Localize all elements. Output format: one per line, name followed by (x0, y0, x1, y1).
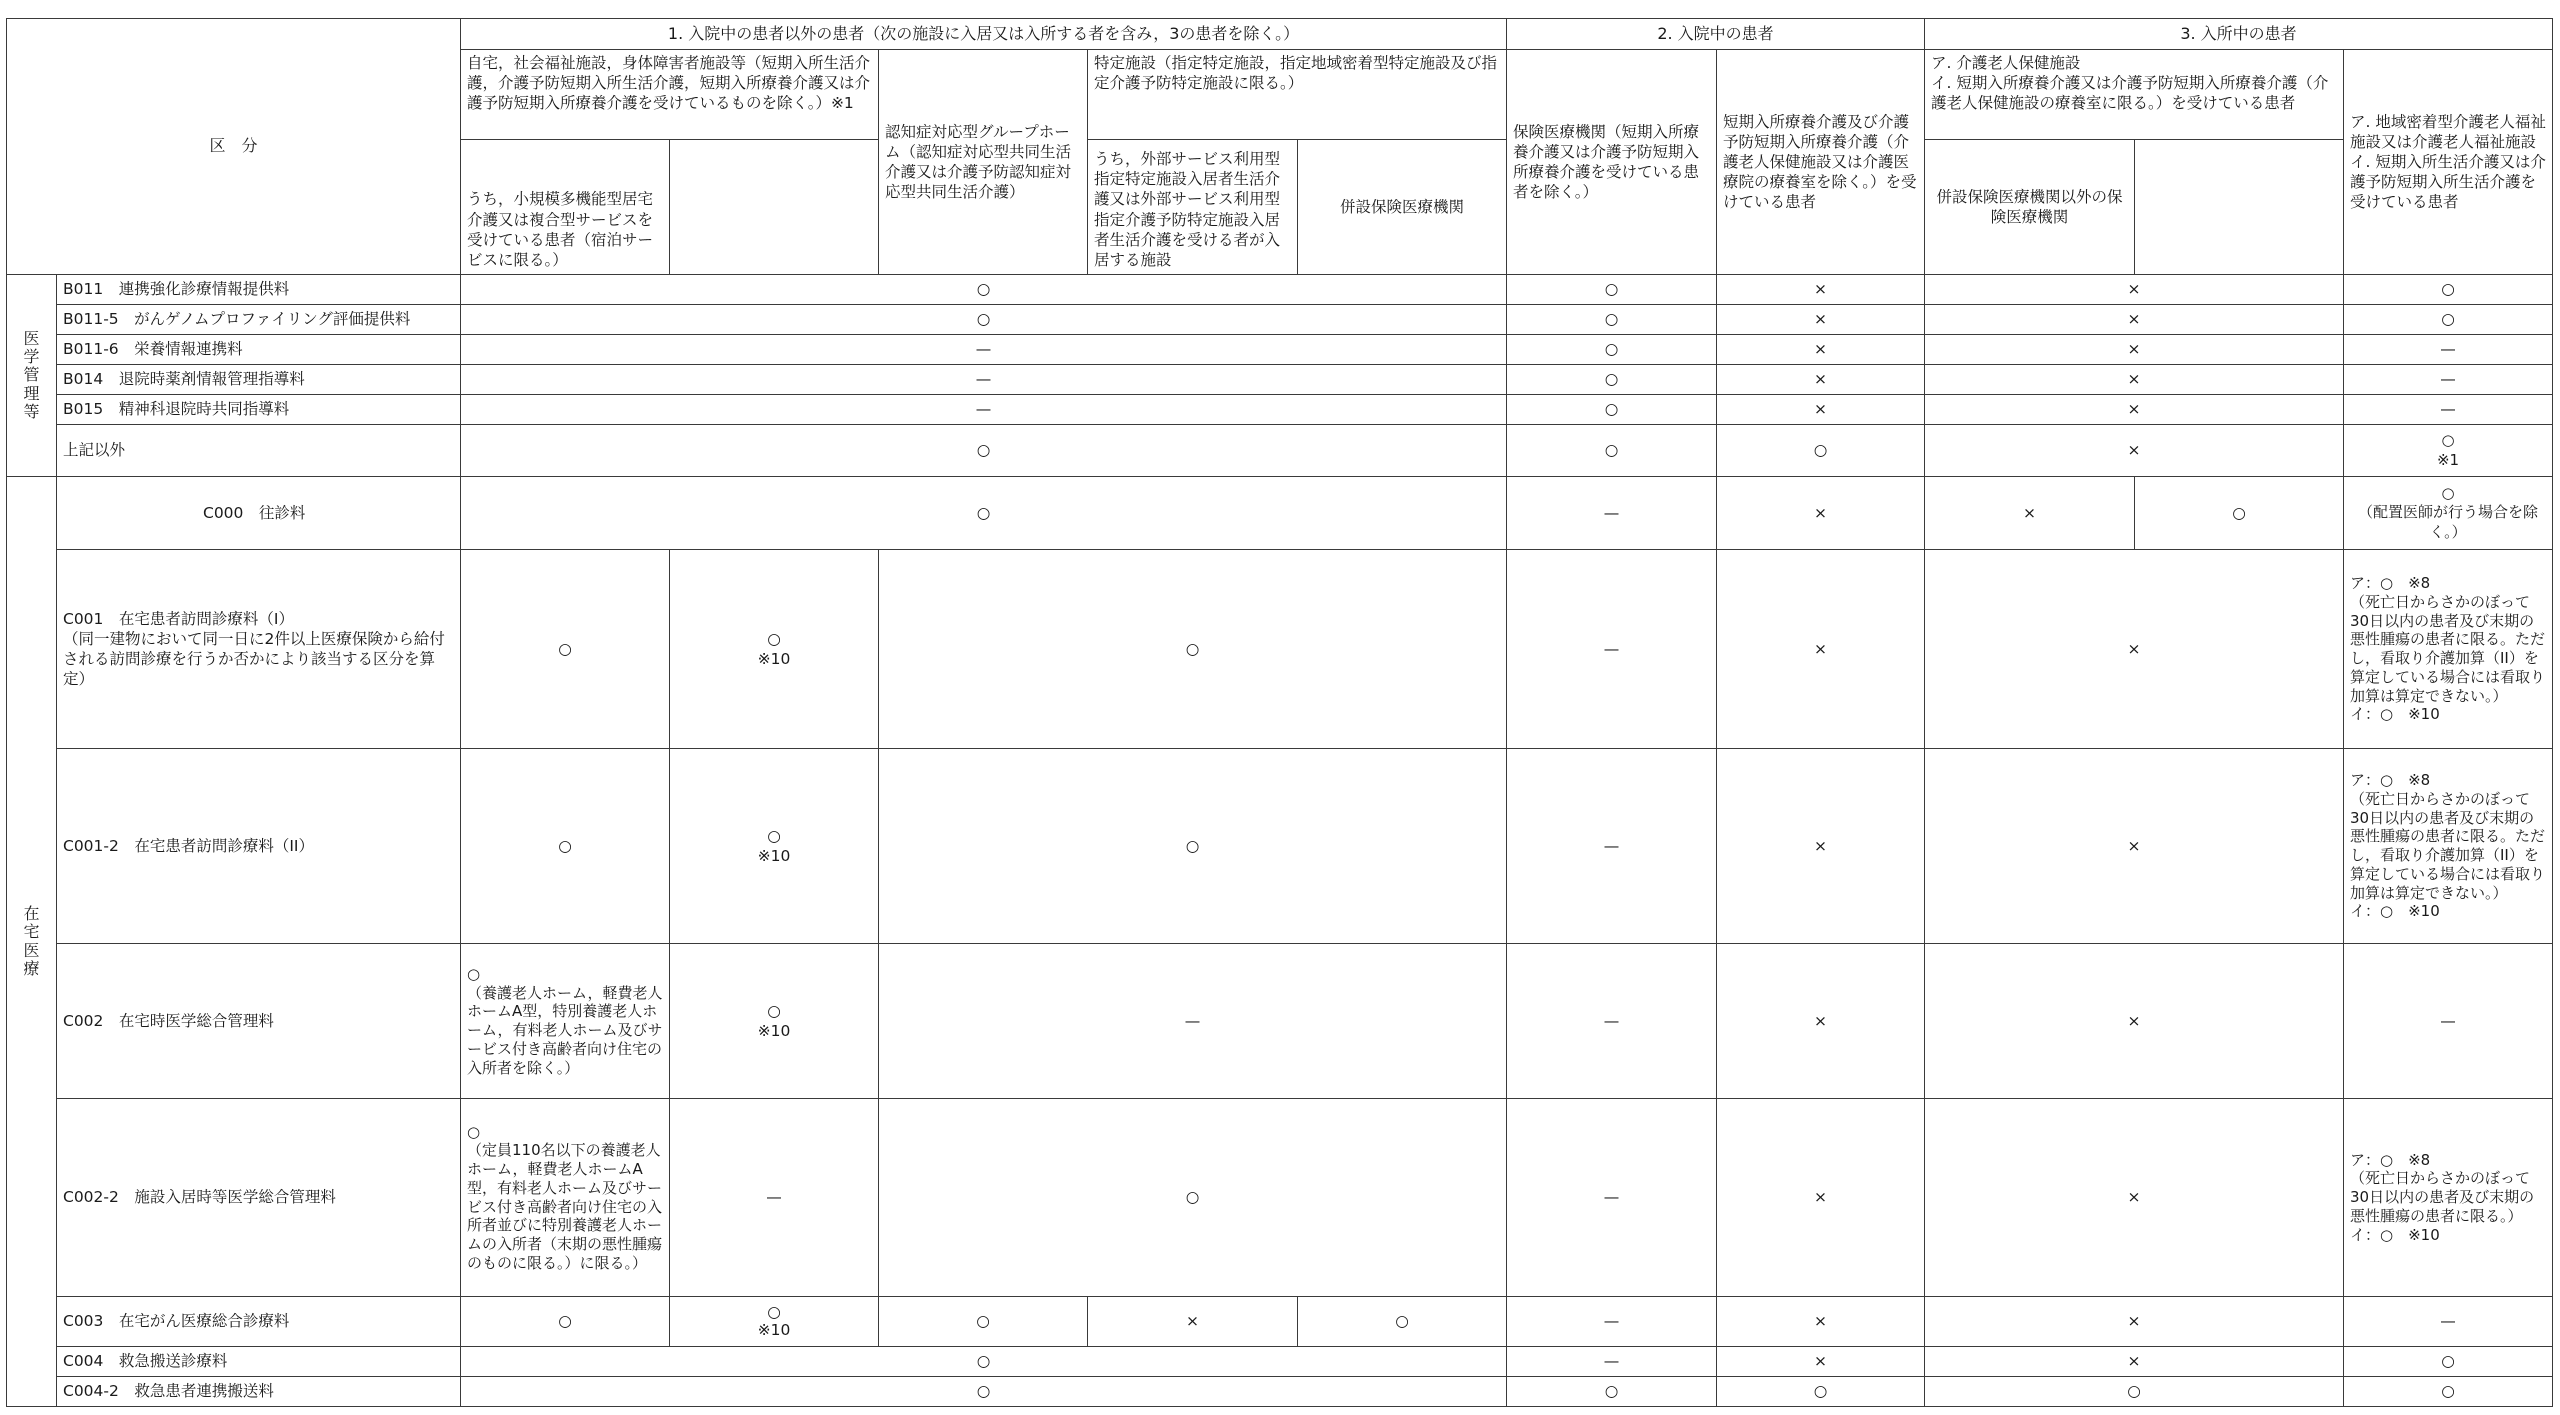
cell-home: ○ （定員110名以下の養護老人ホーム，軽費老人ホームA型，有料老人ホーム及びサービス付き高齢者向け住宅の入所者並びに特別養護老人ホームの入所者（末期の悪性腫瘍のものに限る。）に限る。） (461, 1099, 670, 1297)
cell-short: ○ (1717, 1377, 1925, 1407)
cell-tokuyo: ○ ※1 (2344, 425, 2553, 477)
cell-home-sub: ○ ※10 (670, 944, 879, 1099)
cell-hosp: — (1507, 944, 1717, 1099)
cell-short: × (1717, 365, 1925, 395)
cell-tokuyo: — (2344, 944, 2553, 1099)
cell-g1: ○ (461, 477, 1507, 550)
cell-roken: × (1925, 944, 2344, 1099)
table-row (7, 550, 2553, 749)
table-row (7, 365, 2553, 395)
home-sub-header: うち，小規模多機能型居宅介護又は複合型サービスを受けている患者（宿泊サービスに限る。） (461, 140, 670, 275)
cell-home: ○ (461, 550, 670, 749)
tokuyo-header: ア. 地域密着型介護老人福祉施設又は介護老人福祉施設 イ. 短期入所生活介護又は介護予防短期入所生活介護を受けている患者 (2344, 50, 2553, 275)
cell-hosp: ○ (1507, 425, 1717, 477)
row-name: B011-5 がんゲノムプロファイリング評価提供料 (57, 305, 461, 335)
cell-tokuyo: — (2344, 1297, 2553, 1347)
row-name: B015 精神科退院時共同指導料 (57, 395, 461, 425)
tokutei-blank-header (670, 140, 879, 275)
cell-tokuyo: ○ (2344, 1377, 2553, 1407)
cell-short: ○ (1717, 425, 1925, 477)
cell-g1: ○ (461, 1377, 1507, 1407)
cell-hosp: ○ (1507, 305, 1717, 335)
cell-roken: × (1925, 275, 2344, 305)
cell-roken: × (1925, 749, 2344, 944)
cell-tokuyo: ○ (2344, 305, 2553, 335)
cell-g1: — (461, 395, 1507, 425)
insurance-table-sheet (6, 18, 2553, 1407)
row-name: C002-2 施設入居時等医学総合管理料 (57, 1099, 461, 1297)
cell-roken: × (1925, 1297, 2344, 1347)
cell-roken: × (1925, 335, 2344, 365)
group-home-header: 認知症対応型グループホーム（認知症対応型共同生活介護又は介護予防認知症対応型共同生活介護） (879, 50, 1088, 275)
cell-short: × (1717, 1099, 1925, 1297)
cell-short: × (1717, 1347, 1925, 1377)
cell-roken: × (1925, 425, 2344, 477)
cell-group-tokutei: ○ (879, 749, 1507, 944)
row-name: B011 連携強化診療情報提供料 (57, 275, 461, 305)
row-name: C000 往診料 (57, 477, 461, 550)
category-igaku: 医学管理等 (7, 275, 57, 477)
home-header: 自宅，社会福祉施設，身体障害者施設等（短期入所生活介護，介護予防短期入所生活介護，短期入所療養介護又は介護予防短期入所療養介護を受けているものを除く。）※1 (461, 50, 879, 140)
cell-hosp: ○ (1507, 275, 1717, 305)
cell-hosp: ○ (1507, 365, 1717, 395)
cell-tokuyo: — (2344, 335, 2553, 365)
cell-hosp: — (1507, 1099, 1717, 1297)
table-row (7, 395, 2553, 425)
cell-short: × (1717, 749, 1925, 944)
cell-g1: ○ (461, 305, 1507, 335)
cell-home-sub: ○ ※10 (670, 1297, 879, 1347)
cell-g1: — (461, 335, 1507, 365)
cell-tokuyo: ア：○ ※8 （死亡日からさかのぼって30日以内の患者及び末期の悪性腫瘍の患者に限る。ただし，看取り介護加算（II）を算定している場合には看取り加算は算定できない。） イ：○ ※10 (2344, 749, 2553, 944)
row-name: B011-6 栄養情報連携料 (57, 335, 461, 365)
cell-tokuyo: ○ （配置医師が行う場合を除く。） (2344, 477, 2553, 550)
cell-home: ○ (461, 749, 670, 944)
cell-tokuyo: ア：○ ※8 （死亡日からさかのぼって30日以内の患者及び末期の悪性腫瘍の患者に限る。ただし，看取り介護加算（II）を算定している場合には看取り加算は算定できない。） イ：○ ※10 (2344, 550, 2553, 749)
row-name: B014 退院時薬剤情報管理指導料 (57, 365, 461, 395)
cell-heisetsu-other: ○ (2135, 477, 2344, 550)
table-row (7, 425, 2553, 477)
category-zaitaku: 在宅医療 (7, 477, 57, 1407)
kubun-header: 区 分 (7, 19, 461, 275)
cell-roken: × (1925, 395, 2344, 425)
cell-g1: ○ (461, 275, 1507, 305)
cell-g1: — (461, 365, 1507, 395)
row-name: C001-2 在宅患者訪問診療料（II） (57, 749, 461, 944)
cell-hosp: ○ (1507, 395, 1717, 425)
cell-hosp: — (1507, 1297, 1717, 1347)
cell-tokutei: × (1088, 1297, 1298, 1347)
table-row (7, 305, 2553, 335)
cell-short: × (1717, 477, 1925, 550)
group1-header: 1. 入院中の患者以外の患者（次の施設に入居又は入所する者を含み，3の患者を除く。） (461, 19, 1507, 50)
cell-short: × (1717, 395, 1925, 425)
cell-tokutei-sub: ○ (1298, 1297, 1507, 1347)
cell-roken: × (1925, 305, 2344, 335)
cell-group-tokutei: ○ (879, 550, 1507, 749)
heisetsu-header: 併設保険医療機関 (1298, 140, 1507, 275)
heisetsu-other-header: 併設保険医療機関以外の保険医療機関 (1925, 140, 2135, 275)
cell-hosp: — (1507, 749, 1717, 944)
cell-home-sub: — (670, 1099, 879, 1297)
cell-hosp: — (1507, 550, 1717, 749)
cell-heisetsu: × (1925, 477, 2135, 550)
cell-hosp: — (1507, 477, 1717, 550)
table-row (7, 275, 2553, 305)
cell-roken: × (1925, 550, 2344, 749)
cell-short: × (1717, 550, 1925, 749)
cell-home-sub: ○ ※10 (670, 749, 879, 944)
cell-hosp: — (1507, 1347, 1717, 1377)
table-row (7, 749, 2553, 944)
cell-tokuyo: — (2344, 395, 2553, 425)
cell-short: × (1717, 335, 1925, 365)
table-row (7, 1099, 2553, 1297)
cell-roken: × (1925, 1099, 2344, 1297)
row-name: 上記以外 (57, 425, 461, 477)
tokutei-header: 特定施設（指定特定施設，指定地域密着型特定施設及び指定介護予防特定施設に限る。） (1088, 50, 1507, 140)
cell-g1: ○ (461, 425, 1507, 477)
cell-tokuyo: — (2344, 365, 2553, 395)
group2-header: 2. 入院中の患者 (1507, 19, 1925, 50)
row-name: C003 在宅がん医療総合診療料 (57, 1297, 461, 1347)
cell-roken: ○ (1925, 1377, 2344, 1407)
table-row (7, 944, 2553, 1099)
tokutei-sub-header: うち，外部サービス利用型指定特定施設入居者生活介護又は外部サービス利用型指定介護予防特定施設入居者生活介護を受ける者が入居する施設 (1088, 140, 1298, 275)
cell-short: × (1717, 305, 1925, 335)
cell-hosp: ○ (1507, 1377, 1717, 1407)
table-row (7, 335, 2553, 365)
cell-group: ○ (879, 1297, 1088, 1347)
cell-home-sub: ○ ※10 (670, 550, 879, 749)
cell-short: × (1717, 944, 1925, 1099)
cell-tokuyo: ○ (2344, 275, 2553, 305)
group3-header: 3. 入所中の患者 (1925, 19, 2553, 50)
row-name: C002 在宅時医学総合管理料 (57, 944, 461, 1099)
hospital-header: 保険医療機関（短期入所療養介護又は介護予防短期入所療養介護を受けている患者を除く。） (1507, 50, 1717, 275)
cell-home: ○ （養護老人ホーム，軽費老人ホームA型，特別養護老人ホーム，有料老人ホーム及びサービス付き高齢者向け住宅の入所者を除く。） (461, 944, 670, 1099)
cell-hosp: ○ (1507, 335, 1717, 365)
row-name: C001 在宅患者訪問診療料（I） （同一建物において同一日に2件以上医療保険から給付される訪問診療を行うか否かにより該当する区分を算定） (57, 550, 461, 749)
row-name: C004-2 救急患者連携搬送料 (57, 1377, 461, 1407)
cell-roken: × (1925, 1347, 2344, 1377)
table-row (7, 1297, 2553, 1347)
medical-fee-eligibility-table (6, 18, 2553, 1407)
cell-short: × (1717, 1297, 1925, 1347)
table-row (7, 1347, 2553, 1377)
cell-g1: ○ (461, 1347, 1507, 1377)
cell-home: ○ (461, 1297, 670, 1347)
cell-group-tokutei: — (879, 944, 1507, 1099)
cell-short: × (1717, 275, 1925, 305)
cell-roken: × (1925, 365, 2344, 395)
cell-group-tokutei: ○ (879, 1099, 1507, 1297)
cell-tokuyo: ○ (2344, 1347, 2553, 1377)
cell-tokuyo: ア：○ ※8 （死亡日からさかのぼって30日以内の患者及び末期の悪性腫瘍の患者に限る。） イ：○ ※10 (2344, 1099, 2553, 1297)
table-row (7, 1377, 2553, 1407)
short-stay-header: 短期入所療養介護及び介護予防短期入所療養介護（介護老人保健施設又は介護医療院の療養室を除く。）を受けている患者 (1717, 50, 1925, 275)
roken-header: ア. 介護老人保健施設 イ. 短期入所療養介護又は介護予防短期入所療養介護（介護老人保健施設の療養室に限る。）を受けている患者 (1925, 50, 2344, 140)
table-row (7, 477, 2553, 550)
row-name: C004 救急搬送診療料 (57, 1347, 461, 1377)
